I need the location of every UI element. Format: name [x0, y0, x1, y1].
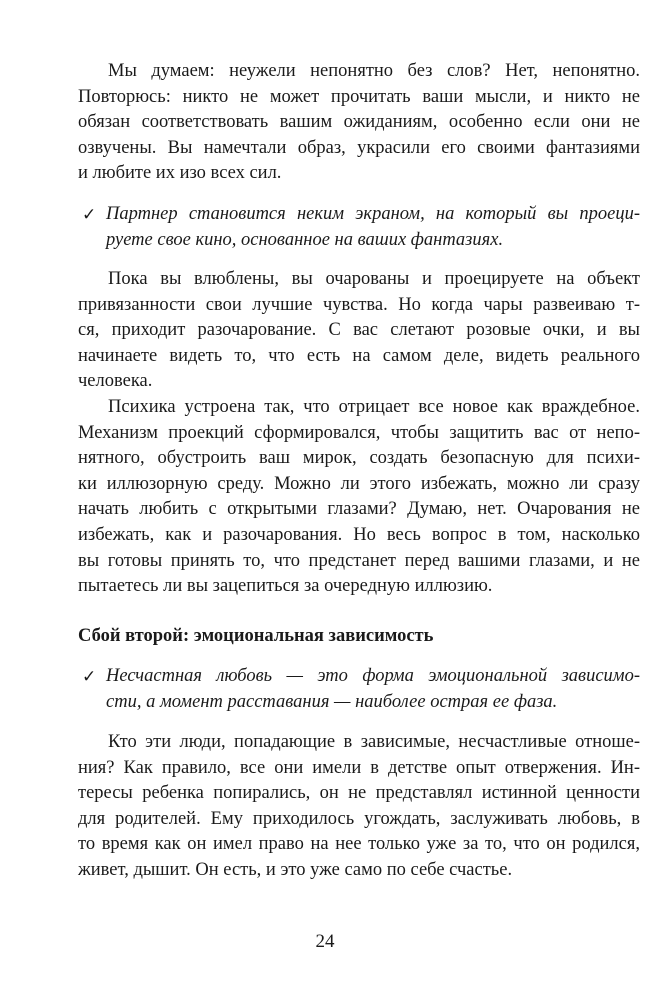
callout-text: [106, 664, 640, 715]
text-line: Партнер становится неким экраном, на который вы проеци-: [106, 204, 640, 224]
callout-text: [106, 202, 640, 253]
paragraph: [78, 395, 640, 600]
text-line: нятного, обустроить ваш мирок, создать безопасную для психи-: [78, 448, 640, 469]
text-line: Механизм проекций сформировался, чтобы защитить вас от непо-: [78, 422, 640, 443]
text-line: обязан соответствовать вашим ожиданиям, особенно если они не: [78, 112, 640, 133]
text-line: вы готовы принять то, что предстанет перед вашими глазами, и не: [78, 550, 640, 571]
text-line: начать любить с открытыми глазами? Думаю, нет. Очарования не: [78, 499, 640, 520]
checkmark-icon: ✓: [82, 667, 97, 686]
text-line: Мы думаем: неужели непонятно без слов? Нет, непонятно.: [108, 61, 640, 81]
text-line: и любите их изо всех сил.: [78, 163, 282, 184]
text-line: озвучены. Вы намечтали образ, украсили его своими фантазиями: [78, 137, 640, 158]
text-line: то время как он имел право на нее только уже за то, что он родился,: [78, 834, 640, 855]
text-line: привязанности свои лучшие чувства. Но когда чары развеиваю т-: [78, 294, 640, 315]
text-line: избежать, как и разочарования. Но весь вопрос в том, насколько: [78, 524, 640, 545]
text-line: руете свое кино, основанное на ваших фантазиях.: [106, 229, 504, 250]
callout-quote: [82, 664, 640, 715]
text-line: Кто эти люди, попадающие в зависимые, несчастливые отноше-: [108, 732, 640, 752]
callout-quote: [82, 202, 640, 253]
text-line: Повторюсь: никто не может прочитать ваши мысли, и никто не: [78, 86, 640, 107]
text-line: живет, дышит. Он есть, и это уже само по себе счастье.: [78, 859, 513, 880]
page-number: 24: [315, 931, 335, 952]
section-heading: Сбой второй: эмоциональная зависимость: [78, 626, 434, 646]
text-line: сти, а момент расставания — наиболее острая ее фаза.: [106, 691, 558, 712]
text-line: ния? Как правило, все они имели в детстве опыт отвержения. Ин-: [78, 757, 640, 778]
text-line: для родителей. Ему приходилось угождать, заслуживать любовь, в: [78, 808, 640, 829]
paragraph: [78, 267, 640, 395]
checkmark-icon: ✓: [82, 205, 97, 224]
text-line: Пока вы влюблены, вы очарованы и проецируете на объект: [108, 269, 640, 289]
text-line: начинаете видеть то, что есть на самом деле, видеть реального: [78, 345, 640, 366]
text-line: пытаетесь ли вы зацепиться за очередную иллюзию.: [78, 576, 493, 597]
paragraph: [78, 730, 640, 884]
text-line: тересы ребенка попирались, он не представлял истинной ценности: [78, 783, 640, 804]
paragraph: [78, 59, 640, 187]
text-line: Психика устроена так, что отрицает все новое как враждебное.: [108, 397, 640, 417]
text-line: человека.: [78, 371, 153, 392]
text-line: ки иллюзорную среду. Можно ли этого избежать, можно ли сразу: [78, 473, 640, 494]
text-line: Несчастная любовь — это форма эмоциональной зависимо-: [106, 666, 640, 686]
text-line: ся, приходит разочарование. С вас слетают розовые очки, и вы: [78, 320, 640, 341]
